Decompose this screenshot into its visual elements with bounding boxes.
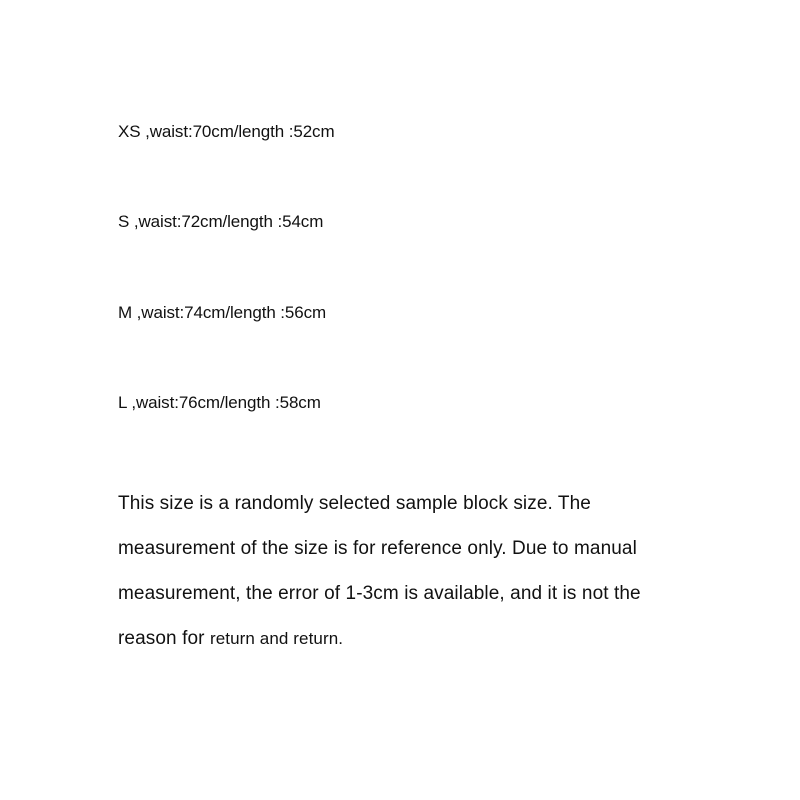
size-xs-measurement: XS ,waist:70cm/length :52cm — [118, 122, 335, 141]
disclaimer-line-2: measurement of the size is for reference only. Due to manual — [118, 538, 637, 559]
disclaimer-line-4-start: reason for — [118, 628, 210, 649]
disclaimer-line-3: measurement, the error of 1-3cm is available, and it is not the — [118, 583, 641, 604]
size-s-measurement: S ,waist:72cm/length :54cm — [118, 212, 324, 231]
size-m-measurement: M ,waist:74cm/length :56cm — [118, 303, 327, 322]
disclaimer-line-4-end: return and return. — [209, 629, 344, 648]
disclaimer-line-1: This size is a randomly selected sample block size. The — [118, 493, 591, 514]
size-l-measurement: L ,waist:76cm/length :58cm — [118, 393, 321, 412]
size-disclaimer — [118, 481, 758, 661]
disclaimer-line-4 — [118, 616, 758, 661]
